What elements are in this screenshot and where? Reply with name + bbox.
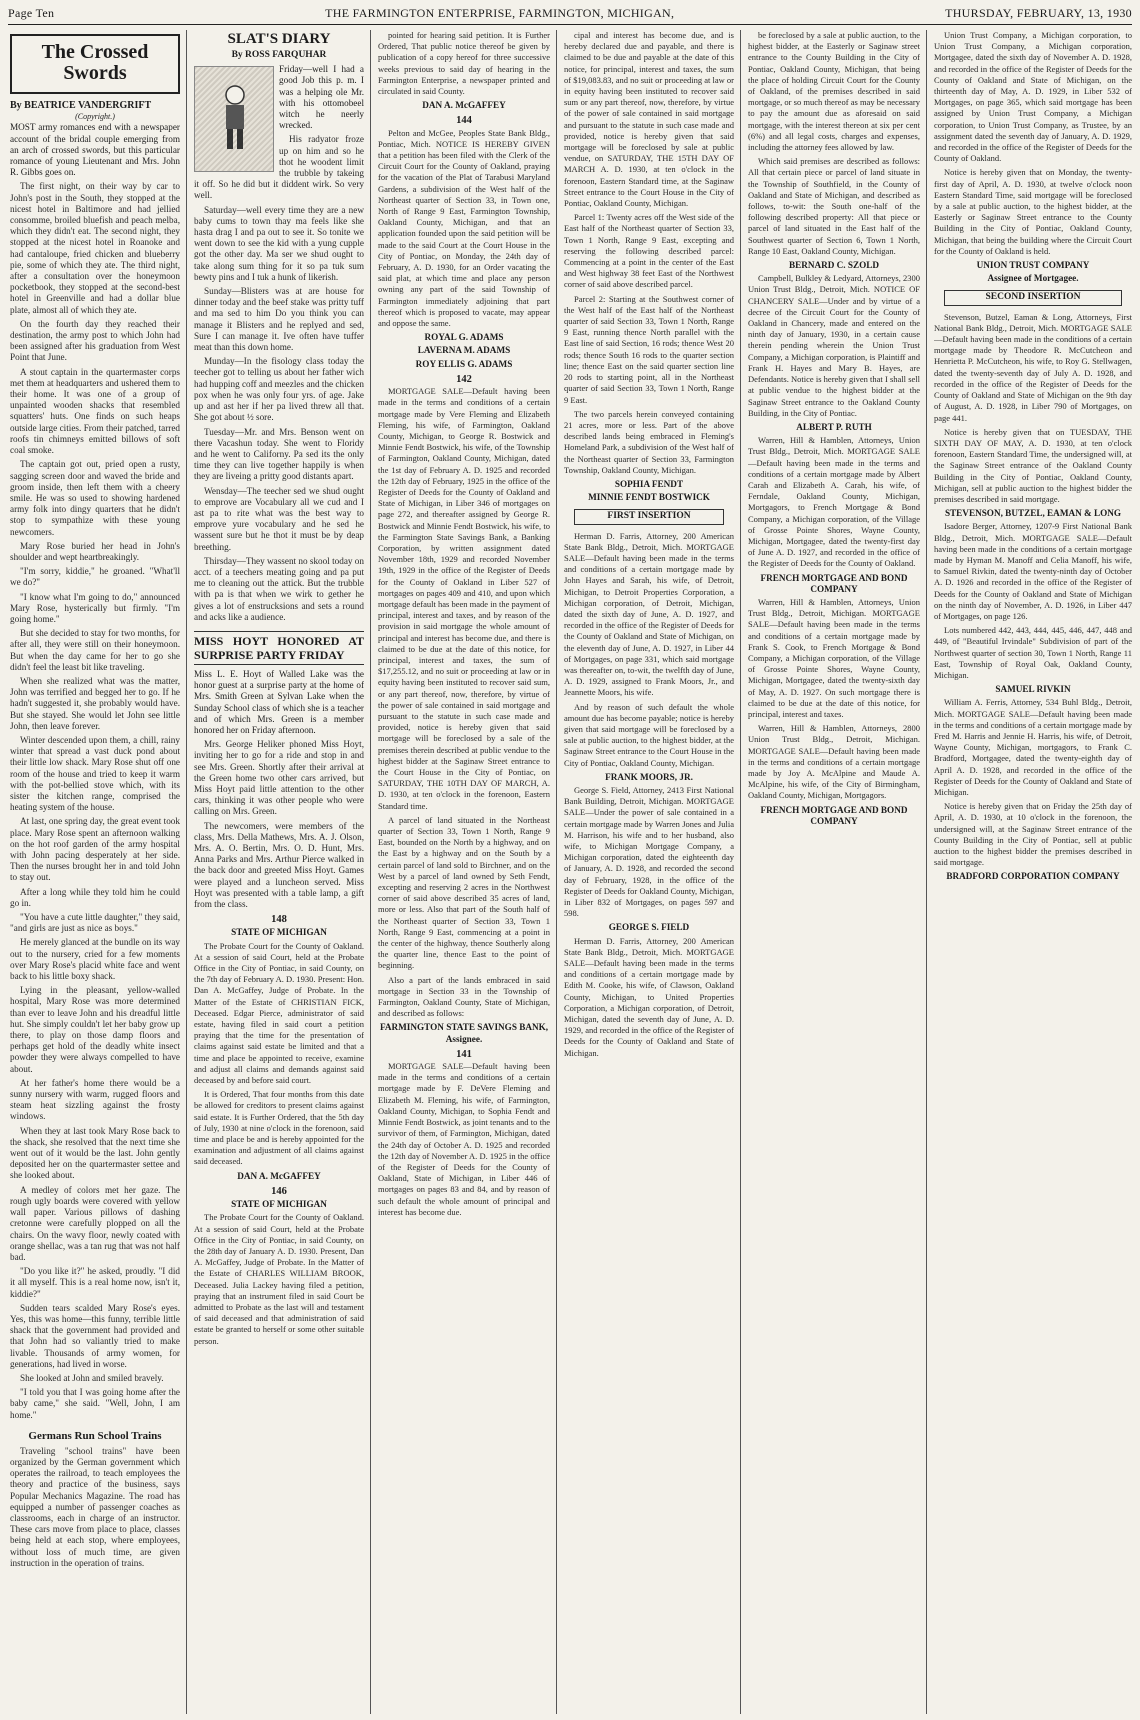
column-2 — [194, 30, 364, 1714]
legal-notice: Warren, Hill & Hamblen, Attorneys, Union Trust Bldg., Detroit, Michigan. MORTGAGE SALE—Default having been made in the terms and conditions of a certain mortgage made by Frank S. Cook, to French Mortgage & Bond Company, a Michigan corporation, of the Village of Grosse Pointe Shores, Wayne County, Michigan, Mortgagee, dated the twenty-sixth day of May, A. D. 1927. On such mortgage there is claimed to be due at the date of this notice, for principal, interest and taxes. Warren, Hill & Hamblen, Attorneys, 2800 Union Trust Bldg., Detroit, Michigan. MORTGAGE SALE—Default having been made in the terms and conditions of a certain mortgage made by Joy A. McAlpine and Maude A. McAlpine, his wife, of the City of Birmingham, Oakland County, Michigan, Mortgagors. — [748, 596, 920, 801]
notice-number: 146 — [271, 1185, 287, 1197]
boy-figure-icon — [215, 83, 255, 153]
legal-notice: Warren, Hill & Hamblen, Attorneys, Union Trust Bldg., Detroit, Mich. MORTGAGE SALE—Default having been made in the terms and conditions of a certain mortgage made by Albert Carah and Elizabeth A. Carah, his wife, of Ferndale, Oakland County, Michigan, Mortgagors, to French Mortgage & Bond Company, a Michigan corporation, of the Village of Grosse Pointe Shores, Wayne County, Michigan, Mortgagee, dated the twenty-first day of June A. D. 1927, and recorded in the office of the Register of Deeds for the County of Oakland. — [748, 435, 920, 569]
legal-notice: MORTGAGE SALE—Default having been made in the terms and conditions of a certain mortgage made by F. DeVere Fleming and Elizabeth M. Fleming, his wife, of Farmington, Oakland County, Michigan, to Sophia Fendt and Minnie Fendt Bostwick, as joint tenants and to the survivor of them, of Farmington, Michigan, dated the 24th day of October A. D. 1925 and recorded the 12th day of November A. D. 1925 in the office of the Register of Deeds for the County of Oakland, State of Michigan, in Liber 446 of mortgages on pages 83 and 84, and by reason of such default the whole amount of principal and interest has become due. — [378, 1061, 550, 1217]
body-text: The first night, on their way by car to John's post in the South, they stopped at the nicest hotel in Baltimore and had jellied consomme, broiled bluefish and peach melba, which they didn't eat. The second night, they stopped at the nicest hotel in Roanoke and had cantaloupe, fried chicken and blueberry pie, some of which they ate. The third night, after a consultation over the honeymoon pocketbook, they stopped at the second-best hotel in Greenville and had a dollar blue plate, almost all of which they ate. On the fourth day they reached their destination, the army post to which John had been assigned after his graduation from West Point that June. A stout captain in the quartermaster corps met them at headquarters and ushered them to their home. It was one of a group of unpainted wooden shacks that resembled squatters' huts. One finds on such heaps outside large cities. From their patched, tarred roofs tin chimneys emitted billows of soft coal smoke. The captain got out, pried open a rusty, sagging screen door and waved the bride and groom inside, then left them with a cheery smile. He was so used to showing hardened army folk into dingy quarters that he didn't stop to sympathize with these young newcomers. Mary Rose buried her head in John's shoulder and wept heartbreakingly. "I'm sorry, kiddie," he groaned. "What'll we do?" "I know what I'm going to do," announced Mary Rose, hysterically but firmly. "I'm going home." But she decided to stay for two months, for after all, they were still on their honeymoon. But when the day came for her to go she didn't feel the least bit like traveling. When she realized what was the matter, John was terrified and begged her to go. If he hadn't suggested it, she probably would have. But she stayed. She would let John see little John, then leave forever. Winter descended upon them, a chill, rainy winter that spread a vast duck pond about their little low shack. Mary Rose shut off one room of the house and tried to keep it warm with the pot-bellied stove which, with its sister the kitchen range, comprised the heating system of the house. At last, one spring day, the great event took place. Mary Rose spent an afternoon walking on the hot roof garden of the army hospital with John pacing desperately at her side. Then the nurses brought her in and told John to stay out. After a long while they told him he could go in. "You have a cute little daughter," they said, "and girls are just as nice as boys." He merely glanced at the bundle on its way out to the nursery, cried for a few moments over Mary Rose's placid white face and went back to his little boxy shack. Lying in the pleasant, yellow-walled hospital, Mary Rose was more determined than ever to leave John and his dreadful little hut. She simply couldn't let her baby grow up there, to play on those damp floors and perhaps get hold of the deadly white insect powder they were always compelled to have about. At her father's home there would be a sunny nursery with warm, rugged floors and steam heat sizzling against the frosty windows. When they at last took Mary Rose back to the shack, she resolved that the next time she went out of it would be the last. John gently deposited her on the quartermaster settee and she looked about. A medley of colors met her gaze. The rough ugly boards were covered with yellow wall paper. Various pillows of dashing cretonne were carefully plopped on all the chairs. On the wavy floor, newly coated with orange shellac, was a tan rug that was not half bad. "Do you like it?" he asked, proudly. "I did it all myself. This is a real home now, isn't it, kiddie?" Sudden tears scalded Mary Rose's eyes. Yes, this was home—this funny, terrible little shack that the government had provided and that John had so valiantly tried to make livable. Thousands of army women, for generations, had lived in worse. She looked at John and smiled bravely. "I told you that I was going home after the baby came," she said. "Well, John, I am home." — [10, 181, 180, 1420]
assignee-signature: BERNARD C. SZOLD — [788, 260, 880, 271]
story-lede: MOST army romances end with a newspaper account of the bridal couple emerging from an arch of crossed swords, but this particular romance of young Lieutenant and Mrs. John R. Gibbs goes on. — [10, 122, 180, 178]
slats-diary-byline: By ROSS FARQUHAR — [231, 50, 327, 60]
mortgagee-signature: MINNIE FENDT BOSTWICK — [588, 492, 710, 503]
column-rule — [186, 30, 187, 1714]
column-4 — [564, 30, 734, 1714]
legal-notice: George S. Field, Attorney, 2413 First National Bank Building, Detroit, Michigan. MORTGAGE SALE—Under the power of sale contained in a certain mortgage made by Warren Jones and Julia M. Harrison, his wife and to her husband, also wife, to Michigan Mortgage Company, a Michigan corporation, dated the eighteenth day of January, A. D. 1928, and recorded the second day of February, 1928, in the office of the Register of Deeds for Oakland County, Michigan, in Liber 832 of Mortgages, on pages 597 and 598. — [564, 785, 734, 919]
story-byline: By BEATRICE VANDERGRIFT — [10, 100, 152, 111]
notice-number: 141 — [456, 1048, 472, 1060]
trust-company-signature: UNION TRUST COMPANY — [976, 260, 1090, 271]
legal-notice: The Probate Court for the County of Oakland. At a session of said Court, held at the Probate Office in the City of Pontiac, in said County, on the 28th day of January A. D. 1930. Present, Dan A. McGaffey, Judge of Probate. In the Matter of the Estate of CHARLES WILLIAM BROOK, Deceased. Julia Lackey having filed a petition, praying that an instrument filed in said Court be admitted to Probate as the last will and testament of said deceased and that administration of said estate be granted to herself or some other suitable person. — [194, 1212, 364, 1346]
trust-company-signature: BRADFORD CORPORATION COMPANY — [946, 871, 1120, 882]
judge-signature: DAN A. McGAFFEY — [422, 100, 506, 111]
petitioner-signature: LAVERNA M. ADAMS — [417, 345, 511, 356]
legal-notice: Pelton and McGee, Peoples State Bank Bldg., Pontiac, Mich. NOTICE IS HEREBY GIVEN that a petition has been filed with the Clerk of the Circuit Court for the County of Oakland, praying for the vacation of the Plat of Tarabusi Maryland Gardens, a subdivision of the West half of the Northeast quarter of Section 33, in Town one, North of Range 9 East, Farmington Township, Oakland County, Michigan, and that an application founded upon the said petition will be made to the said Court at the Court House in the City of Pontiac, on Monday, the 24th day of February, A. D. 1930, for an Order vacating the said plat, at which time and place any person owning any part of the said Township of Farmington immediately adjoining that part thereof which is proposed to vacate, may appear and oppose the same. — [378, 127, 550, 329]
hoyt-lede: Miss L. E. Hoyt of Walled Lake was the honor guest at a surprise party at the home of Mrs. Smith Green at Sylvan Lake when the Sunday School class of which she is a teacher and of which Mrs. Green is a member honored her on Friday afternoon. — [194, 668, 364, 735]
attorney-signature: GEORGE S. FIELD — [608, 922, 690, 933]
legal-notice: Campbell, Bulkley & Ledyard, Attorneys, 2300 Union Trust Bldg., Detroit, Mich. NOTICE OF CHANCERY SALE—Under and by virtue of a decree of the Circuit Court for the County of Oakland in Chancery, made and entered on the ninth day of January, 1930, in a certain cause therein pending wherein the Union Trust Company, a Michigan corporation, is Plaintiff and Frank H. Hayes and Mary B. Hayes, are Defendants. Notice is hereby given that I shall sell at public vendue to the highest bidder at the Saginaw Street entrance to the Oakland County Building, in the City of Pontiac. — [748, 273, 920, 418]
notice-number: 148 — [271, 914, 287, 926]
body-text: Traveling "school trains" have been organized by the German government which operates the railroad, to teach employees the theory and practice of the business, says Popular Mechanics Magazine. The road has equipped a number of passenger coaches as classrooms, each in charge of an instructor. These cars move from place to place, classes being held at each stop, where employees, without loss of much time, are given instruction in the operation of trains. — [10, 1445, 180, 1568]
petitioner-signature: ROY ELLIS G. ADAMS — [415, 358, 513, 369]
second-insertion-label: SECOND INSERTION — [944, 290, 1122, 305]
legal-notice: MORTGAGE SALE—Default having been made in the terms and conditions of a certain mortgage made by Vere Fleming and Elizabeth Fleming, his wife, of Farmington, Oakland County, Michigan, to George R. Bostwick and Minnie Fendt Bostwick, his wife, of the Township of Farmington, Oakland County, Michigan, dated the 1st day of February A. D. 1925 and recorded the 12th day of February, 1925 in the office of the Register of Deeds for the County of Oakland and State of Michigan, in Liber 346 of mortgages on page 272, and thereafter assigned by George R. Bostwick and Minnie Fendt Bostwick, his wife, to the Farmington State Savings Bank, a Banking Corporation, by written assignment dated November 18th, 1929 and recorded November 19th, 1929 in the office of the Register of Deeds for the County of Oakland in Liber 527 of mortgages on pages 409 and 410, and upon which mortgage default has been made in the payment of principal, interest and taxes, and by reason of the provision in said mortgage the whole amount of principal and interest has become due, and there is claimed to be due at the date of this notice, for principal, interest and taxes, the sum of $17,255.12, and no suit or proceeding at law or in equity having been instituted to recover said sum, or any part thereof, now, therefore, by virtue of the power of sale contained in said mortgage and pursuant to the statute in such case made and provided, notice is hereby given that said mortgage will be foreclosed by a sale of the premises therein described at public vendue to the highest bidder at the Saginaw Street entrance to the Court House in the City of Pontiac, on SATURDAY, THE 10TH DAY OF MARCH, A. D. 1930, at ten o'clock in the forenoon, Eastern Standard time. A parcel of land situated in the Northeast quarter of Section 33, Town 1 North, Range 9 East, bounded on the North by a highway, and on the East by a highway and on the South by a certain parcel of land sold to Birchner, and on the West by a parcel of land owned by Seth Fendt, excepting and reserving 2 acres in the Northwest corner of said above described 35 acres of land, more or less. Also that part of the South half of the Northeast quarter of Section 33, Town 1 North, Range 9 East, commencing at a point in the center of the highway, thence Southerly along the quarter line, thence East to the point of beginning. Also a part of the lands embraced in said mortgage in Section 33 in the Township of Farmington, Oakland County, State of Michigan, and described as follows: — [378, 386, 550, 1019]
column-3 — [378, 30, 550, 1714]
mortgagee-signature: FRENCH MORTGAGE AND BOND COMPANY — [760, 804, 908, 826]
legal-notice: Herman D. Farris, Attorney, 200 American State Bank Bldg., Detroit, Mich. MORTGAGE SALE—Default having been made in the terms and conditions of a certain mortgage made by Edith M. Cooke, his wife, of Clawson, Oakland County, Michigan, to United Properties Corporation, a Michigan corporation, of Detroit, Michigan, dated the seventh day of June, A. D. 1929, and recorded in the office of the Register of Deeds for the County of Oakland and State of Michigan. — [564, 935, 734, 1058]
assignee-signature: FRANK MOORS, JR. — [605, 771, 693, 782]
cartoon-illustration — [194, 66, 274, 172]
paper-name: THE FARMINGTON ENTERPRISE, FARMINGTON, MICHIGAN, — [325, 6, 675, 20]
column-6 — [934, 30, 1132, 1714]
mortgagee-signature: FRENCH MORTGAGE AND BOND COMPANY — [760, 572, 908, 594]
attorney-signature: STEVENSON, BUTZEL, EAMAN & LONG — [944, 508, 1122, 519]
column-5 — [748, 30, 920, 1714]
notice-number: 142 — [456, 373, 472, 385]
legal-notice: pointed for hearing said petition. It is Further Ordered, That public notice thereof be given by publication of a copy hereof for three successive weeks previous to said day of hearing in the Farmington Enterprise, a newspaper printed and circulated in said County. — [378, 30, 550, 97]
page-number: Page Ten — [8, 6, 55, 20]
column-rule — [740, 30, 741, 1714]
mortgagee-signature: SAMUEL RIVKIN — [995, 684, 1071, 695]
mortgagee-signature: SOPHIA FENDT — [614, 478, 684, 489]
legal-notice: Union Trust Company, a Michigan corporation, to Union Trust Company, a Michigan corporation, Mortgagee, dated the sixth day of November A. D. 1928, and recorded in the office of the Register of Deeds for the County of Oakland and State of Michigan, on the thirteenth day of May, A. D. 1929, in Liber 532 of Mortgages, on page 365, which said mortgage has been assigned by Union Trust Company, a Michigan corporation, to Union Trust Company, as Trustee, by an assignment dated the seventh day of January, A. D. 1929, and recorded in the office of the Register of Deeds for the County of Oakland. Notice is hereby given that on Monday, the twenty-first day of April, A. D. 1930, at twelve o'clock noon Eastern Standard Time, said mortgage will be foreclosed by a sale at public auction, to the highest bidder, at the Easterly or Saginaw Street entrance to the County Building in the City of Pontiac, Oakland County, Michigan, that being the building where the Circuit Court for the County of Oakland is held. — [934, 30, 1132, 256]
issue-date: THURSDAY, FEBRUARY, 13, 1930 — [945, 6, 1132, 20]
legal-notice: William A. Ferris, Attorney, 534 Buhl Bldg., Detroit, Mich. MORTGAGE SALE—Default having been made in the terms and conditions of a certain mortgage made by Fred M. Harris and Jennie H. Harris, his wife, of Detroit, Wayne County, Michigan, mortgagors, to Frank C. Bradford, Mortgagee, dated the twenty-eighth day of April A. D. 1928, and recorded in the office of the Register of Deeds for the County of Oakland and State of Michigan. Notice is hereby given that on Friday the 25th day of April, A. D. 1930, at 10 o'clock in the forenoon, the undersigned will, at the Saginaw Street entrance of the County Building in the City of Pontiac, sell at public auction to the highest bidder the premises described in said mortgage. — [934, 697, 1132, 868]
bank-signature: FARMINGTON STATE SAVINGS BANK, Assignee. — [379, 1022, 549, 1044]
legal-notice: Isadore Berger, Attorney, 1207-9 First National Bank Bldg., Detroit, Mich. MORTGAGE SALE—Default having been made in the conditions of a certain mortgage made by Hyman M. Manoff and Celia Manoff, his wife, to Samuel Rivkin, dated the twenty-ninth day of October A. D. 1926 and recorded in the office of the Register of Deeds for the County of Oakland and State of Michigan on the ninth day of November, A. D. 1926, in Liber 447 of Mortgages, on page 126. Lots numbered 442, 443, 444, 445, 446, 447, 448 and 449, of "Beautiful Irvindale" Subdivision of part of the Northwest quarter of section 30, Town 1 North, Range 11 East, Township of Royal Oak, Oakland County, Michigan. — [934, 521, 1132, 680]
notice-number: 144 — [456, 115, 472, 127]
copyright-note: (Copyright.) — [75, 112, 115, 122]
column-rule — [556, 30, 557, 1714]
crossed-swords-heading — [10, 34, 180, 94]
column-1 — [10, 30, 180, 1714]
legal-notice: Stevenson, Butzel, Eaman & Long, Attorneys, First National Bank Bldg., Detroit, Mich. MORTGAGE SALE—Default having been made in the conditions of a certain mortgage made by Theodore R. McCutcheon and Henrietta P. McCutcheon, his wife, to Roy G. Stellwagen, dated the twenty-seventh day of July A. D. 1928, and recorded in the office of the Register of Deeds for the County of Oakland and State of Michigan on the 9th day of August, A. D. 1928, in Liber 790 of Mortgages, on page 441. Notice is hereby given that on TUESDAY, THE SIXTH DAY OF MAY, A. D. 1930, at ten o'clock forenoon, Eastern Standard Time, the undersigned will, at the Saginaw Street entrance of the Oakland County Building in the City of Pontiac, Oakland County, Michigan, sell at public auction to the highest bidder the premises described in said mortgage. — [934, 311, 1132, 504]
column-rule — [370, 30, 371, 1714]
commissioner-signature: ALBERT P. RUTH — [796, 421, 872, 432]
judge-signature: DAN A. McGAFFEY — [237, 1170, 321, 1181]
notice-heading: STATE OF MICHIGAN — [231, 1199, 327, 1210]
german-trains-title: Germans Run School Trains — [28, 1429, 162, 1442]
legal-notice: be foreclosed by a sale at public auction, to the highest bidder, at the Easterly or Saginaw street entrance to the County Building in the City of Pontiac, Oakland County, Michigan, that being the place of holding Circuit Court for the County of Oakland, of the premises described in said mortgage, or so much thereof as may be necessary to pay the amount due as aforesaid on said mortgage, with the interest thereon at six per cent (6%) and all legal costs, charges and expenses, including the attorney fees allowed by law. Which said premises are described as follows: All that certain piece or parcel of land situate in the Township of Southfield, in the County of Oakland and State of Michigan, and described as follows, to-wit: the South one-half of the following described property: All that piece or parcel of land situated in the East half of the Southwest quarter of Section 6, Town 1 North, Range 10 East, Oakland County, Michigan. — [748, 30, 920, 256]
slats-diary-title: SLAT'S DIARY — [227, 31, 331, 47]
assignee-label: Assignee of Mortgagee. — [987, 273, 1079, 284]
petitioner-signature: ROYAL G. ADAMS — [424, 332, 504, 343]
legal-notice: Herman D. Farris, Attorney, 200 American State Bank Bldg., Detroit, Mich. MORTGAGE SALE—Default having been made in the terms and conditions of a certain mortgage made by John Hayes and Sarah, his wife, of Detroit, Michigan, to Detroit Properties Corporation, a Michigan corporation, of Detroit, Michigan, dated the sixth day of June, A. D. 1927, and recorded in the office of the Register of Deeds for the County of Oakland and State of Michigan, on the eleventh day of June, A. D. 1927, in Liber 44 of Mortgages, on page 331, which said mortgage was thereafter on, to-wit, the twelfth day of June, A. D. 1929, assigned to Frank Moors, Jr., and Jeannette Moors, his wife. And by reason of such default the whole amount due has become payable; notice is hereby given that said mortgage will be foreclosed by a sale at public auction, to the highest bidder, at the Saginaw Street entrance to the Court House in the City of Pontiac, Oakland County, Michigan. — [564, 530, 734, 768]
legal-notice: The Probate Court for the County of Oakland. At a session of said Court, held at the Probate Office in the City of Pontiac, in said County, on the 7th day of February A. D. 1930. Present: Hon. Dan A. McGaffey, Judge of Probate. In the Matter of the Estate of CHRISTIAN FICK, Deceased. Edgar Pierce, administrator of said estate, having filed in said court a petition praying that the time for the presentation of claims against said estate be limited and that a time and place be appointed to receive, examine and adjust all claims and demands against said deceased by and before said court. It is Ordered, That four months from this date be allowed for creditors to present claims against said estate. It is Further Ordered, that the 5th day of July, 1930 at nine o'clock in the forenoon, said time and place be and is hereby appointed for the examination and adjustment of all claims against said deceased. — [194, 940, 364, 1167]
notice-heading: STATE OF MICHIGAN — [231, 927, 327, 938]
body-text: Mrs. George Heliker phoned Miss Hoyt, inviting her to go for a ride and stop in and see Mrs. Green. Shortly after their arrival at the Green home two other cars arrived, but Miss Hoyt paid little attention to the other cars, thinking it was other people who were calling on Mrs. Green. The newcomers, were members of the class, Mrs. Della Mathews, Mrs. A. J. Olson, Mrs. A. O. Bertin, Mrs. O. D. Hunt, Mrs. Anna Parks and Mrs. Arthur Pierce walked in the back door and greeted Miss Hoyt. Games were played and a luncheon served. Miss Hoyt was presented with a table lamp, a gift from the class. — [194, 739, 364, 910]
diary-lede: Friday—well I had a good Job this p. m. I was a helping ole Mr. with his ottomobeel witch he neerly wrecked. — [279, 64, 364, 131]
legal-notice: cipal and interest has become due, and is hereby declared due and payable, and there is claimed to be due and payable at the date of this notice, for principal, interest and taxes, the sum of $19,083.83, and no suit or proceeding at law or in equity having been instituted to recover said sum or any part thereof, now, therefore, by virtue of the power of sale contained in said mortgage and pursuant to the statute in such case made and provided, notice is hereby given that said mortgage will be foreclosed by sale at public vendue, on SATURDAY, THE 15TH DAY OF MARCH A. D. 1930, at ten o'clock in the forenoon, Eastern Standard time, at the Saginaw Street entrance to the Court House in the City of Pontiac, Oakland County, Michigan. Parcel 1: Twenty acres off the West side of the East half of the Northeast quarter of Section 33, Town 1 North, Range 9 East, excepting and reserving the following described parcel: Commencing at a point in the center of the East and West highway 38 feet East of the Northwest corner of said above described parcel. Parcel 2: Starting at the Southwest corner of the West half of the East half of the Northeast quarter of said Section 33, Town 1 North, Range 9 East, running thence North parallel with the East line of said Section, 16 rods; thence West 20 rods; thence South 16 rods to the quarter section line; thence East on the said quarter section line 20 rods to starting point, all in the Northeast quarter of said Section 33, Town 1 North, Range 9 East. The two parcels herein conveyed containing 21 acres, more or less. Part of the above described lands being embraced in Fleming's Homeland Park, a subdivision of the West half of the Northeast quarter of Section 33, Farmington Township, Oakland County, Michigan. — [564, 30, 734, 475]
masthead — [8, 6, 1132, 25]
body-text: His radyator froze up on him and so he thot he woodent limit the trubble by takeing it off. So he did but it diddent wirk. So very well. Saturday—well every time they are a new baby cums to town thay ma feels like she hasta drag I and pa out to see it. So tonite we went down to see the kid with a yung cupple got the other day. Ma ser we shud ought to take along sum thing for it so pa tuk sum bewty pins and I tuk a hunk of likerish. Sunday—Blisters was at are house for dinner today and the beef stake was pritty tuff and ma sed to him Do you think you can manage it Blisters and he replyed and sed, Sure I can manage it. Ive often have tuffer meat than this down home. Munday—In the fisology class today the teecher got to telling us about her father wich had hupping coff and meezles and the chicken pox when he was only four yrs. of age. Jake up and ast her if her pa lived threw all that. She got about ½ sore. Tuesday—Mr. and Mrs. Benson went on there Vacashun today. She went to Floridy and he went to Californy. Pa sed its the only time they can live together happily is when they are liveing a pritty good distants apart. Wensday—The teecher sed we shud ought to emprove are Vocabulary all we cud and I ast pa to rite what was the best way to emprove yure vocabulary and he sed he wassent sure but he thot it must be by deap breething. Thirsday—They wassent no skool today on acct. of a teechers meating going and pa put me to cleaning out the attick. But the trubble with pa is that when we wirk to gether he gives a lot of enstrucksions and sets a round and acks like a audience. — [194, 134, 364, 622]
story-title: The Crossed Swords — [41, 41, 149, 84]
first-insertion-label: FIRST INSERTION — [574, 509, 724, 524]
hoyt-party-headline: MISS HOYT HONORED AT SURPRISE PARTY FRIDAY — [194, 631, 364, 665]
column-rule — [926, 30, 927, 1714]
